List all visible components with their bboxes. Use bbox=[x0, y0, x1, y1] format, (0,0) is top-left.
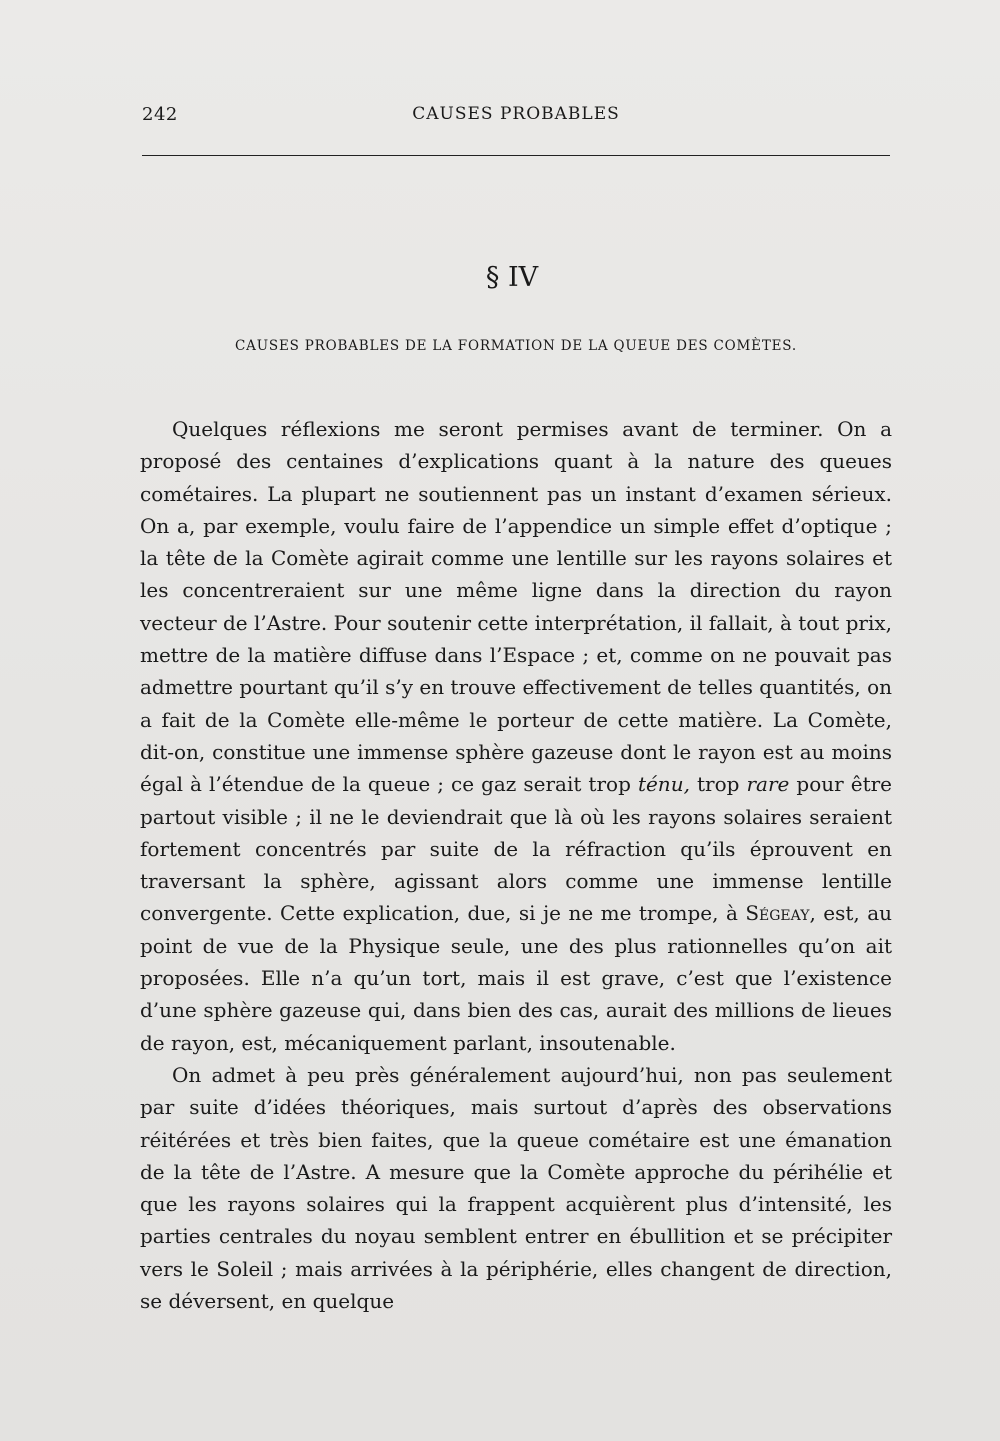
author-name-segeay: Ségeay bbox=[745, 901, 810, 926]
running-title: CAUSES PROBABLES bbox=[412, 104, 620, 124]
paragraph-1-text-c: pour être partout visible ; il ne le deviendrait que là où les rayons solaires seraient fortement concentrés par suite de la réfraction qu’ils éprouvent en traversant la sphère, agissant alors comme une immense lentille convergente. Cette explication, due, si je ne me trompe, à bbox=[140, 772, 893, 926]
section-title: CAUSES PROBABLES DE LA FORMATION DE LA QUEUE DES COMÈTES. bbox=[235, 338, 797, 354]
running-head bbox=[142, 104, 890, 130]
paragraph-1 bbox=[140, 413, 892, 1059]
italic-term-tenu: ténu, bbox=[637, 772, 690, 797]
paragraph-1-text-a: Quelques réflexions me seront permises avant de terminer. On a proposé des centaines d’explications quant à la nature des queues cométaires. La plupart ne soutiennent pas un instant d’examen sérieux. On a, par exemple, voulu faire de l’appendice un simple effet d’optique ; la tête de la Comète agirait comme une lentille sur les rayons solaires et les concentreraient sur une même ligne dans la direction du rayon vecteur de l’Astre. Pour soutenir cette interprétation, il fallait, à tout prix, mettre de la matière diffuse dans l’Espace ; et, comme on ne pouvait pas admettre pourtant qu’il s’y en trouve effectivement de telles quantités, on a fait de la Comète elle-même le porteur de cette matière. La Comète, dit-on, constitue une immense sphère gazeuse dont le rayon est au moins égal à l’étendue de la queue ; ce gaz serait trop bbox=[140, 417, 892, 797]
paragraph-1-text-b: trop bbox=[689, 772, 747, 797]
body-text bbox=[140, 413, 892, 1317]
header-rule bbox=[142, 155, 890, 156]
paragraph-1-text-d: , est, au point de vue de la Physique seule, une des plus rationnelles qu’on ait proposées. Elle n’a qu’un tort, mais il est grave, c’est que l’existence d’une sphère gazeuse qui, dans bien des cas, aurait des millions de lieues de rayon, est, mécaniquement parlant, insoutenable. bbox=[140, 901, 893, 1055]
italic-term-rare: rare bbox=[746, 772, 790, 797]
paragraph-2: On admet à peu près généralement aujourd’hui, non pas seulement par suite d’idées théoriques, mais surtout d’après des observations réitérées et très bien faites, que la queue cométaire est une émanation de la tête de l’Astre. A mesure que la Comète approche du périhélie et que les rayons solaires qui la frappent acquièrent plus d’intensité, les parties centrales du noyau semblent entrer en ébullition et se précipiter vers le Soleil ; mais arrivées à la périphérie, elles changent de direction, se déversent, en quelque bbox=[140, 1062, 892, 1314]
page-number: 242 bbox=[142, 104, 178, 125]
section-number: § IV bbox=[485, 262, 539, 293]
